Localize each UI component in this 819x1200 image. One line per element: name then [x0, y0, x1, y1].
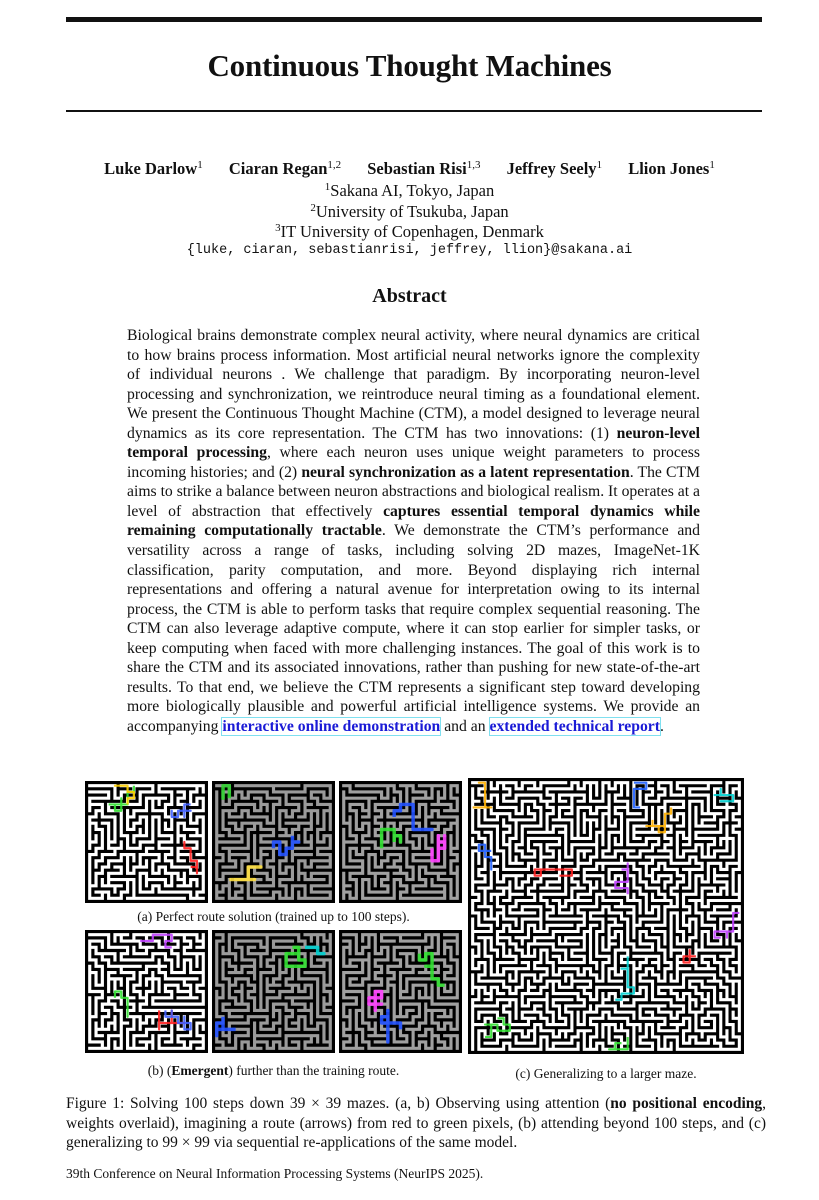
maze-image-a1 [85, 781, 208, 903]
title-rule-bottom [66, 110, 762, 112]
author: Luke Darlow$^1$ [104, 159, 203, 178]
affiliation: $^3$IT University of Copenhagen, Denmark [275, 222, 544, 241]
maze-image-b2 [212, 930, 335, 1053]
paper-title: Continuous Thought Machines [207, 48, 612, 83]
bold-phrase: neural synchronization as a latent representation [301, 463, 630, 481]
abstract-heading: Abstract [372, 285, 447, 307]
bold-phrase: captures essential temporal dynamics while remaining computationally tractable [127, 502, 700, 540]
figure-caption: Figure 1: Solving 100 steps down 39 × 39 mazes. (a, b) Observing using attention (no positional encoding, weights overlaid), imagining a route (arrows) from red to green pixels, (b) attending beyond 100 steps, and (c) generalizing to 99 × 99 via sequential re-applications of the same model. [66, 1095, 767, 1151]
abstract-body: Biological brains demonstrate complex neural activity, where neural dynamics are critical to how brains process information. Most artificial neural networks ignore the complexity of individual neurons . We challenge that paradigm. By incorporating neuron-level processing and synchronization, we reintroduce neural timing as a foundational element. We present the Continuous Thought Machine (CTM), a model designed to leverage neural dynamics as its core representation. The CTM has two innovations: (1) neuron-level temporal processing, where each neuron uses unique weight parameters to process incoming histories; and (2) neural synchronization as a latent representation. The CTM aims to strike a balance between neuron abstractions and biological realism. It operates at a level of abstraction that effectively captures essential temporal dynamics while remaining computationally tractable. We demonstrate the CTM’s performance and versatility across a range of tasks, including solving 2D mazes, ImageNet-1K classification, parity computation, and more. Beyond displaying rich internal representations and offering a natural avenue for interpretation owing to its internal process, the CTM is able to perform tasks that require complex sequential reasoning. The CTM can also leverage adaptive compute, where it can stop earlier for simpler tasks, or keep computing when faced with more challenging instances. The goal of this work is to share the CTM and its associated innovations, rather than pushing for new state-of-the-art results. To that end, we believe the CTM represents a significant step toward developing more biologically plausible and powerful artificial intelligence systems. We provide an accompanying interactive online demonstration and an extended technical report. [127, 327, 701, 735]
title-rule-top [66, 17, 762, 22]
author: Sebastian Risi$^{1,3}$ [367, 159, 481, 178]
bold-phrase: neuron-level temporal processing [127, 424, 700, 462]
affiliation: $^2$University of Tsukuba, Japan [310, 202, 509, 221]
maze-image-a2 [212, 781, 335, 903]
maze-image-b3 [339, 930, 462, 1053]
conference-footnote: 39th Conference on Neural Information Processing Systems (NeurIPS 2025). [66, 1166, 484, 1181]
caption-c: (c) Generalizing to a larger maze. [515, 1066, 697, 1081]
author-list [0, 158, 819, 180]
author: Jeffrey Seely$^1$ [506, 159, 603, 178]
maze-image-c [468, 778, 744, 1054]
technical-report-link[interactable]: extended technical report [489, 717, 660, 735]
caption-a: (a) Perfect route solution (trained up to 100 steps). [137, 909, 410, 924]
maze-image-b1 [85, 930, 208, 1053]
author: Ciaran Regan$^{1,2}$ [228, 159, 342, 178]
author: Llion Jones$^1$ [628, 159, 715, 178]
interactive-demo-link[interactable]: interactive online demonstration [222, 717, 441, 735]
maze-image-a3 [339, 781, 462, 903]
author-emails: {luke, ciaran, sebastianrisi, jeffrey, llion}@sakana.ai [186, 243, 633, 258]
caption-b: (b) (Emergent) further than the training route. [147, 1063, 400, 1078]
affiliation: $^1$Sakana AI, Tokyo, Japan [324, 181, 495, 200]
